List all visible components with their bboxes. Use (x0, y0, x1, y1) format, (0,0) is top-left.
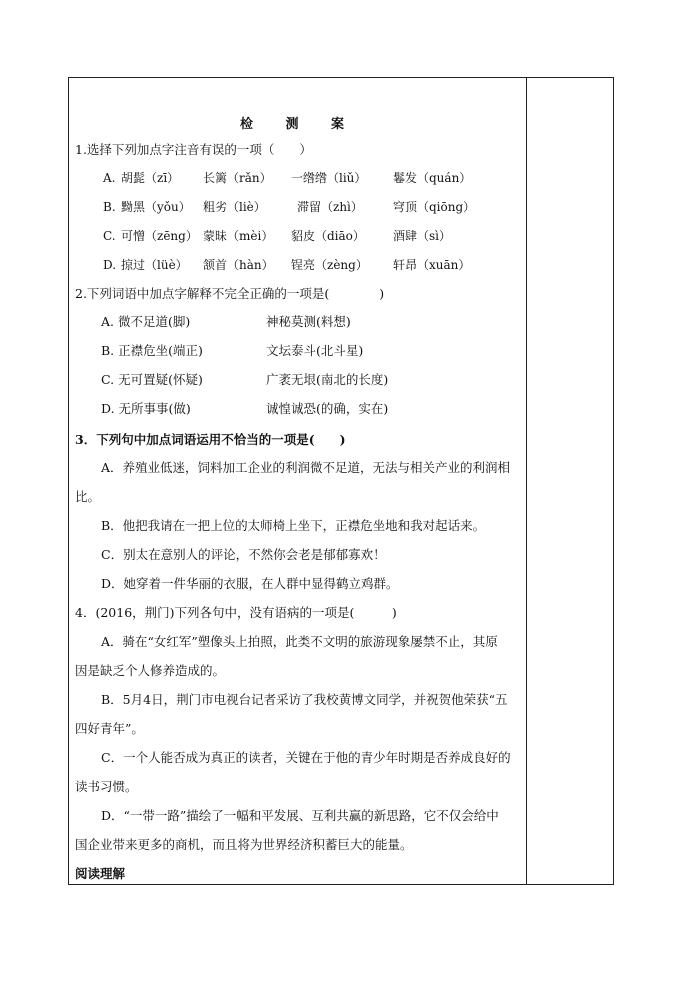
q1-stem: 1.选择下列加点字注音有误的一项（ ） (75, 142, 312, 157)
q1-c-3: 貂皮（diāo） (291, 229, 365, 243)
q3-line-3: B．他把我请在一把上位的太师椅上坐下，正襟危坐地和我对起话来。 (101, 518, 486, 533)
q3-line-2: 比。 (75, 489, 101, 504)
q1-row-a (103, 170, 472, 186)
q1-c-2: 蒙昧（mèi） (203, 229, 274, 243)
worksheet-table (68, 77, 614, 885)
q2-b-label: B. (101, 343, 115, 358)
q4-line-5: C．一个人能否成为真正的读者，关键在于他的青少年时期是否养成良好的 (101, 750, 511, 765)
q2-d-label: D. (101, 401, 115, 416)
q1-d-1: 掠过（lüè） (121, 258, 188, 272)
q4-line-4: 四好青年”。 (75, 721, 144, 736)
q2-d-right: 诚惶诚恐(的确，实在) (266, 401, 389, 416)
q1-d-3: 锃亮（zèng） (291, 258, 368, 272)
q1-a-4: 鬈发（quán） (393, 171, 472, 185)
q4-line-8: 国企业带来更多的商机，而且将为世界经济积蓄巨大的能量。 (75, 837, 413, 852)
q2-c-right: 广袤无垠(南北的长度) (266, 372, 389, 387)
q1-b-4: 穹顶（qiōng） (393, 200, 476, 214)
q2-row-b (101, 343, 364, 359)
q2-b-right: 文坛泰斗(北斗星) (266, 343, 364, 358)
q3-line-4: C．别太在意别人的评论，不然你会老是郁郁寡欢！ (101, 547, 386, 562)
q2-d-left: 无所事事(做) (118, 401, 191, 416)
q1-d-2: 颔首（hàn） (203, 258, 274, 272)
q1-row-d (103, 257, 471, 273)
q1-b-1: 黝黑（yǒu） (121, 200, 191, 214)
q4-line-2: 因是缺乏个人修养造成的。 (75, 663, 226, 678)
q2-c-left: 无可置疑(怀疑) (118, 372, 203, 387)
q1-b-label: B. (103, 200, 116, 214)
q2-c-label: C. (101, 372, 115, 387)
q3-line-5: D．她穿着一件华丽的衣服，在人群中显得鹤立鸡群。 (101, 576, 399, 591)
q4-line-1: A．骑在“女红军”塑像头上拍照，此类不文明的旅游现象屡禁不止，其原 (101, 634, 498, 649)
q1-row-c (103, 228, 451, 244)
q1-a-label: A. (103, 171, 116, 185)
q3-stem: 3．下列句中加点词语运用不恰当的一项是( ) (75, 432, 346, 447)
q2-a-right: 神秘莫测(料想) (266, 314, 351, 329)
q2-row-d (101, 401, 389, 417)
q1-a-1: 胡髭（zī） (121, 171, 180, 185)
q2-a-left: 微不足道(脚) (118, 314, 191, 329)
q1-d-label: D. (103, 258, 117, 272)
q1-b-3: 滞留（zhì） (297, 200, 363, 214)
q4-stem (75, 605, 397, 621)
q1-b-2: 粗劣（liè） (203, 200, 266, 214)
side-column-divider (526, 78, 527, 884)
q2-stem: 2.下列词语中加点字解释不完全正确的一项是( ) (75, 286, 385, 301)
q1-d-4: 轩昂（xuān） (393, 258, 471, 272)
q4-stem-text: 4．(2016，荆门)下列各句中，没有语病的一项是( ) (75, 605, 397, 620)
q1-row-b (103, 199, 476, 215)
q2-a-label: A. (101, 314, 115, 329)
q4-line-7: D．“一带一路”描绘了一幅和平发展、互利共赢的新思路，它不仅会给中 (101, 808, 499, 823)
page-title: 检 测 案 (239, 117, 359, 132)
q1-a-2: 长篱（rǎn） (203, 171, 272, 185)
q2-row-a (101, 314, 351, 330)
q2-b-left: 正襟危坐(端正) (118, 343, 203, 358)
q1-c-label: C. (103, 229, 116, 243)
q3-line-1: A．养殖业低迷，饲料加工企业的利润微不足道，无法与相关产业的利润相 (101, 460, 511, 475)
section-heading: 阅读理解 (75, 866, 126, 881)
q2-row-c (101, 372, 389, 388)
q1-c-4: 酒肆（sì） (393, 229, 451, 243)
q4-line-6: 读书习惯。 (75, 779, 138, 794)
q1-c-1: 可憎（zēng） (121, 229, 198, 243)
q1-a-3: 一绺绺（liǔ） (291, 171, 367, 185)
q4-line-3: B．5月4日，荆门市电视台记者采访了我校黄博文同学，并祝贺他荣获“五 (101, 692, 508, 707)
